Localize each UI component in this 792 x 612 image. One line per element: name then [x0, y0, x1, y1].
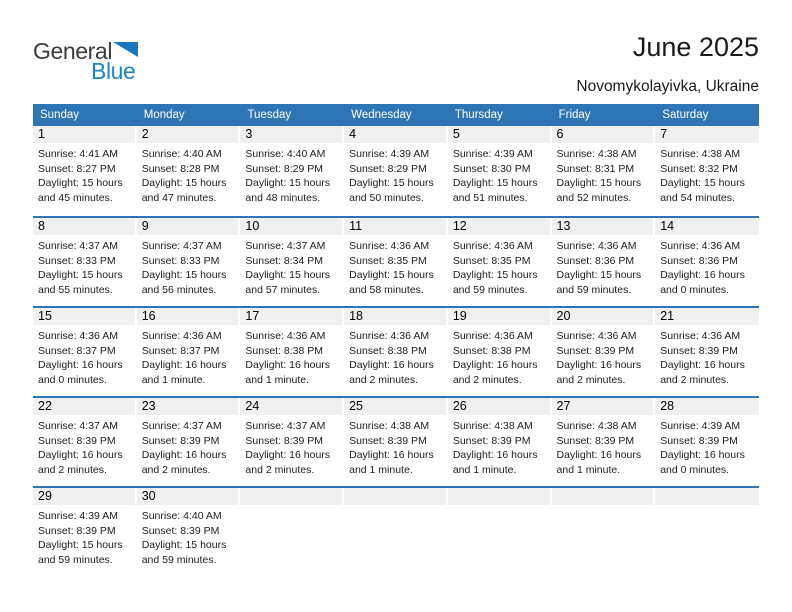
day-number: 23 — [141, 399, 156, 413]
sunrise-text: Sunrise: 4:37 AM — [38, 240, 118, 252]
day-cell — [552, 308, 656, 396]
sunrise-text: Sunrise: 4:37 AM — [141, 240, 222, 252]
day-number: 11 — [349, 219, 363, 233]
daylight-hours-text: Daylight: 16 hours — [660, 449, 745, 462]
sunrise-text: Sunrise: 4:39 AM — [452, 148, 533, 160]
day-details — [33, 415, 137, 478]
day-number-band — [137, 126, 239, 143]
daylight-minutes-text: and 45 minutes. — [38, 192, 113, 205]
day-cell — [655, 308, 759, 396]
daylight-hours-text: Daylight: 15 hours — [245, 269, 331, 282]
sunset-text: Sunset: 8:36 PM — [556, 254, 635, 267]
day-cell — [33, 218, 137, 306]
sunset-text: Sunset: 8:38 PM — [452, 344, 531, 357]
day-details — [240, 235, 344, 298]
sunset-text: Sunset: 8:34 PM — [245, 254, 324, 267]
week-row — [33, 126, 759, 216]
daylight-minutes-text: and 52 minutes. — [556, 192, 632, 205]
sunrise-text: Sunrise: 4:37 AM — [245, 240, 326, 252]
daylight-minutes-text: and 54 minutes. — [660, 192, 735, 205]
day-cell — [344, 398, 448, 486]
daylight-minutes-text: and 1 minute. — [141, 374, 206, 387]
day-number-band — [552, 308, 654, 325]
day-number-band — [344, 126, 446, 143]
day-cell — [552, 218, 656, 306]
daylight-minutes-text: and 2 minutes. — [38, 464, 107, 477]
empty-cell — [240, 488, 344, 576]
daylight-minutes-text: and 2 minutes. — [556, 374, 626, 387]
day-number-band — [655, 308, 759, 325]
day-number: 10 — [245, 219, 260, 233]
day-details — [448, 415, 552, 478]
daylight-hours-text: Daylight: 15 hours — [556, 269, 642, 282]
sunset-text: Sunset: 8:33 PM — [38, 254, 116, 267]
daylight-minutes-text: and 50 minutes. — [349, 192, 424, 205]
day-details — [137, 325, 241, 388]
sunrise-text: Sunrise: 4:40 AM — [141, 148, 222, 160]
sunset-text: Sunset: 8:39 PM — [38, 524, 116, 537]
daylight-minutes-text: and 59 minutes. — [141, 554, 217, 567]
day-details — [552, 325, 656, 388]
day-cell — [240, 126, 344, 216]
day-details — [344, 415, 448, 478]
day-cell — [552, 126, 656, 216]
day-number-band — [655, 488, 759, 505]
sunset-text: Sunset: 8:38 PM — [349, 344, 427, 357]
sunset-text: Sunset: 8:29 PM — [245, 162, 324, 175]
daylight-hours-text: Daylight: 16 hours — [349, 359, 434, 372]
day-cell — [240, 398, 344, 486]
day-number-band — [655, 126, 759, 143]
day-cell — [33, 398, 137, 486]
day-details — [240, 143, 344, 206]
logo-text-blue: Blue — [91, 58, 136, 84]
day-number-band — [448, 308, 550, 325]
daylight-hours-text: Daylight: 15 hours — [141, 177, 227, 190]
calendar-table — [33, 104, 759, 576]
week-row — [33, 486, 759, 576]
day-cell — [240, 308, 344, 396]
daylight-hours-text: Daylight: 15 hours — [349, 177, 434, 190]
day-details — [655, 143, 759, 206]
sunrise-text: Sunrise: 4:41 AM — [38, 148, 118, 160]
sunset-text: Sunset: 8:39 PM — [349, 434, 427, 447]
day-number-band — [552, 488, 654, 505]
weekday-header: Saturday — [662, 109, 709, 121]
day-number: 30 — [141, 489, 156, 503]
calendar-grid — [33, 126, 759, 576]
day-number-band — [448, 488, 550, 505]
day-number: 19 — [452, 309, 467, 323]
sunset-text: Sunset: 8:39 PM — [452, 434, 531, 447]
day-cell — [240, 218, 344, 306]
day-number: 21 — [660, 309, 675, 323]
sunset-text: Sunset: 8:35 PM — [349, 254, 427, 267]
day-details — [655, 235, 759, 298]
day-number-band — [448, 126, 550, 143]
sunrise-text: Sunrise: 4:36 AM — [349, 240, 430, 252]
day-number-band — [137, 398, 239, 415]
daylight-hours-text: Daylight: 16 hours — [141, 359, 227, 372]
location-subtitle: Novomykolayivka, Ukraine — [576, 78, 759, 95]
day-number: 22 — [38, 399, 52, 413]
day-number-band — [33, 218, 135, 235]
daylight-hours-text: Daylight: 16 hours — [349, 449, 434, 462]
day-cell — [33, 126, 137, 216]
day-details — [655, 415, 759, 478]
sunset-text: Sunset: 8:39 PM — [660, 434, 738, 447]
day-cell — [448, 126, 552, 216]
sunset-text: Sunset: 8:30 PM — [452, 162, 531, 175]
weekday-header: Wednesday — [351, 109, 412, 121]
sunset-text: Sunset: 8:28 PM — [141, 162, 220, 175]
day-cell — [137, 218, 241, 306]
day-number-band — [137, 308, 239, 325]
sunset-text: Sunset: 8:31 PM — [556, 162, 635, 175]
empty-cell — [655, 488, 759, 576]
daylight-minutes-text: and 1 minute. — [556, 464, 621, 477]
sunrise-text: Sunrise: 4:36 AM — [245, 330, 326, 342]
empty-cell — [448, 488, 552, 576]
sunrise-text: Sunrise: 4:37 AM — [38, 420, 118, 432]
daylight-hours-text: Daylight: 15 hours — [141, 269, 227, 282]
day-number-band — [33, 308, 135, 325]
daylight-hours-text: Daylight: 16 hours — [452, 359, 538, 372]
daylight-hours-text: Daylight: 15 hours — [660, 177, 745, 190]
day-number-band — [655, 218, 759, 235]
sunset-text: Sunset: 8:38 PM — [245, 344, 324, 357]
daylight-minutes-text: and 56 minutes. — [141, 284, 217, 297]
sunrise-text: Sunrise: 4:36 AM — [141, 330, 222, 342]
daylight-hours-text: Daylight: 15 hours — [141, 539, 227, 552]
sunset-text: Sunset: 8:32 PM — [660, 162, 738, 175]
day-number-band — [344, 218, 446, 235]
sunset-text: Sunset: 8:37 PM — [38, 344, 116, 357]
day-number: 18 — [349, 309, 364, 323]
daylight-hours-text: Daylight: 16 hours — [38, 449, 123, 462]
day-number-band — [240, 488, 342, 505]
day-number-band — [137, 218, 239, 235]
day-details — [33, 325, 137, 388]
day-number-band — [33, 488, 135, 505]
day-details — [137, 415, 241, 478]
sunrise-text: Sunrise: 4:36 AM — [556, 330, 637, 342]
day-number-band — [448, 398, 550, 415]
day-number-band — [655, 398, 759, 415]
daylight-minutes-text: and 2 minutes. — [349, 374, 418, 387]
day-number-band — [240, 308, 342, 325]
day-cell — [655, 398, 759, 486]
daylight-minutes-text: and 48 minutes. — [245, 192, 321, 205]
day-number: 5 — [452, 127, 460, 141]
day-number: 9 — [141, 219, 149, 233]
day-number-band — [137, 488, 239, 505]
daylight-hours-text: Daylight: 15 hours — [245, 177, 331, 190]
day-details — [552, 415, 656, 478]
day-details — [655, 325, 759, 388]
daylight-minutes-text: and 59 minutes. — [452, 284, 528, 297]
week-row — [33, 306, 759, 396]
sunrise-text: Sunrise: 4:36 AM — [38, 330, 118, 342]
sunset-text: Sunset: 8:39 PM — [141, 524, 220, 537]
day-details — [552, 143, 656, 206]
day-number-band — [552, 218, 654, 235]
daylight-minutes-text: and 1 minute. — [349, 464, 413, 477]
daylight-minutes-text: and 0 minutes. — [660, 284, 730, 297]
day-number: 24 — [245, 399, 260, 413]
daylight-hours-text: Daylight: 16 hours — [660, 359, 745, 372]
daylight-hours-text: Daylight: 16 hours — [141, 449, 227, 462]
day-cell — [344, 308, 448, 396]
day-cell — [552, 398, 656, 486]
sunset-text: Sunset: 8:39 PM — [556, 434, 635, 447]
daylight-hours-text: Daylight: 16 hours — [38, 359, 123, 372]
daylight-hours-text: Daylight: 15 hours — [38, 269, 123, 282]
sunset-text: Sunset: 8:27 PM — [38, 162, 116, 175]
daylight-minutes-text: and 2 minutes. — [660, 374, 730, 387]
day-number: 12 — [452, 219, 467, 233]
daylight-hours-text: Daylight: 16 hours — [245, 359, 331, 372]
daylight-minutes-text: and 2 minutes. — [245, 464, 315, 477]
daylight-hours-text: Daylight: 16 hours — [245, 449, 331, 462]
daylight-minutes-text: and 55 minutes. — [38, 284, 113, 297]
empty-cell — [552, 488, 656, 576]
sunset-text: Sunset: 8:39 PM — [38, 434, 116, 447]
daylight-hours-text: Daylight: 16 hours — [556, 449, 642, 462]
daylight-minutes-text: and 2 minutes. — [452, 374, 522, 387]
day-number: 15 — [38, 309, 52, 323]
sunrise-text: Sunrise: 4:36 AM — [349, 330, 430, 342]
weekday-header: Tuesday — [247, 109, 292, 121]
day-details — [137, 143, 241, 206]
day-cell — [448, 308, 552, 396]
daylight-minutes-text: and 1 minute. — [452, 464, 517, 477]
daylight-minutes-text: and 59 minutes. — [38, 554, 113, 567]
daylight-minutes-text: and 59 minutes. — [556, 284, 632, 297]
sunrise-text: Sunrise: 4:39 AM — [660, 420, 741, 432]
day-details — [448, 235, 552, 298]
sunset-text: Sunset: 8:39 PM — [660, 344, 738, 357]
sunrise-text: Sunrise: 4:36 AM — [556, 240, 637, 252]
day-number-band — [240, 398, 342, 415]
sunset-text: Sunset: 8:36 PM — [660, 254, 738, 267]
day-details — [552, 235, 656, 298]
day-number: 26 — [452, 399, 467, 413]
daylight-hours-text: Daylight: 16 hours — [556, 359, 642, 372]
day-details — [240, 325, 344, 388]
day-number-band — [33, 398, 135, 415]
daylight-hours-text: Daylight: 16 hours — [452, 449, 538, 462]
sunrise-text: Sunrise: 4:39 AM — [349, 148, 430, 160]
daylight-hours-text: Daylight: 15 hours — [452, 269, 538, 282]
daylight-minutes-text: and 0 minutes. — [38, 374, 107, 387]
empty-cell — [344, 488, 448, 576]
sunset-text: Sunset: 8:39 PM — [556, 344, 635, 357]
day-cell — [33, 488, 137, 576]
day-details — [344, 235, 448, 298]
day-number-band — [344, 398, 446, 415]
day-number: 29 — [38, 489, 52, 503]
weekday-header: Friday — [558, 109, 591, 121]
day-cell — [137, 398, 241, 486]
day-number: 14 — [660, 219, 675, 233]
day-number: 28 — [660, 399, 675, 413]
sunrise-text: Sunrise: 4:40 AM — [245, 148, 326, 160]
day-details — [344, 143, 448, 206]
day-number: 2 — [141, 127, 149, 141]
title-block — [576, 32, 759, 96]
sunrise-text: Sunrise: 4:38 AM — [556, 148, 637, 160]
daylight-hours-text: Daylight: 15 hours — [452, 177, 538, 190]
daylight-minutes-text: and 0 minutes. — [660, 464, 730, 477]
daylight-minutes-text: and 51 minutes. — [452, 192, 528, 205]
day-number: 20 — [556, 309, 571, 323]
day-number: 17 — [245, 309, 260, 323]
sunset-text: Sunset: 8:35 PM — [452, 254, 531, 267]
day-number: 4 — [349, 127, 357, 141]
weekday-header: Sunday — [40, 109, 80, 121]
sunrise-text: Sunrise: 4:36 AM — [660, 240, 741, 252]
day-cell — [137, 126, 241, 216]
daylight-hours-text: Daylight: 16 hours — [660, 269, 745, 282]
sunset-text: Sunset: 8:37 PM — [141, 344, 220, 357]
day-details — [33, 143, 137, 206]
sunrise-text: Sunrise: 4:38 AM — [660, 148, 741, 160]
day-number-band — [344, 488, 446, 505]
sunrise-text: Sunrise: 4:37 AM — [141, 420, 222, 432]
daylight-hours-text: Daylight: 15 hours — [349, 269, 434, 282]
day-cell — [137, 488, 241, 576]
day-cell — [344, 218, 448, 306]
day-cell — [344, 126, 448, 216]
day-details — [137, 235, 241, 298]
month-title: June 2025 — [632, 32, 759, 62]
day-details — [448, 325, 552, 388]
daylight-hours-text: Daylight: 15 hours — [38, 539, 123, 552]
daylight-minutes-text: and 58 minutes. — [349, 284, 424, 297]
day-cell — [448, 398, 552, 486]
day-number: 25 — [349, 399, 364, 413]
sunrise-text: Sunrise: 4:36 AM — [452, 240, 533, 252]
day-cell — [448, 218, 552, 306]
day-details — [448, 143, 552, 206]
daylight-minutes-text: and 47 minutes. — [141, 192, 217, 205]
sunrise-text: Sunrise: 4:38 AM — [556, 420, 637, 432]
weekday-header: Monday — [143, 109, 185, 121]
weekday-header: Thursday — [454, 109, 503, 121]
day-number: 7 — [660, 127, 668, 141]
sunrise-text: Sunrise: 4:36 AM — [660, 330, 741, 342]
day-number: 3 — [245, 127, 253, 141]
sunrise-text: Sunrise: 4:36 AM — [452, 330, 533, 342]
sunrise-text: Sunrise: 4:39 AM — [38, 510, 118, 522]
day-number-band — [240, 126, 342, 143]
day-number-band — [33, 126, 135, 143]
day-details — [344, 325, 448, 388]
sunrise-text: Sunrise: 4:38 AM — [349, 420, 430, 432]
day-cell — [655, 126, 759, 216]
general-blue-logo — [33, 38, 138, 85]
sunset-text: Sunset: 8:39 PM — [141, 434, 220, 447]
sunrise-text: Sunrise: 4:37 AM — [245, 420, 326, 432]
daylight-minutes-text: and 1 minute. — [245, 374, 310, 387]
daylight-minutes-text: and 2 minutes. — [141, 464, 211, 477]
day-number: 13 — [556, 219, 571, 233]
day-cell — [655, 218, 759, 306]
sunrise-text: Sunrise: 4:40 AM — [141, 510, 222, 522]
logo-text-general: General — [33, 38, 113, 64]
day-number: 8 — [38, 219, 45, 233]
day-number-band — [344, 308, 446, 325]
daylight-hours-text: Daylight: 15 hours — [556, 177, 642, 190]
sunset-text: Sunset: 8:39 PM — [245, 434, 324, 447]
daylight-hours-text: Daylight: 15 hours — [38, 177, 123, 190]
sunset-text: Sunset: 8:29 PM — [349, 162, 427, 175]
sunset-text: Sunset: 8:33 PM — [141, 254, 220, 267]
day-number-band — [448, 218, 550, 235]
day-details — [33, 235, 137, 298]
day-details — [137, 505, 241, 568]
day-number: 16 — [141, 309, 156, 323]
weekday-header-row — [33, 104, 759, 126]
day-cell — [33, 308, 137, 396]
sunrise-text: Sunrise: 4:38 AM — [452, 420, 533, 432]
day-details — [33, 505, 137, 568]
day-number-band — [552, 398, 654, 415]
day-number-band — [552, 126, 654, 143]
day-cell — [137, 308, 241, 396]
day-details — [240, 415, 344, 478]
daylight-minutes-text: and 57 minutes. — [245, 284, 321, 297]
week-row — [33, 396, 759, 486]
day-number: 1 — [38, 127, 45, 141]
week-row — [33, 216, 759, 306]
day-number-band — [240, 218, 342, 235]
day-number: 6 — [556, 127, 564, 141]
day-number: 27 — [556, 399, 571, 413]
